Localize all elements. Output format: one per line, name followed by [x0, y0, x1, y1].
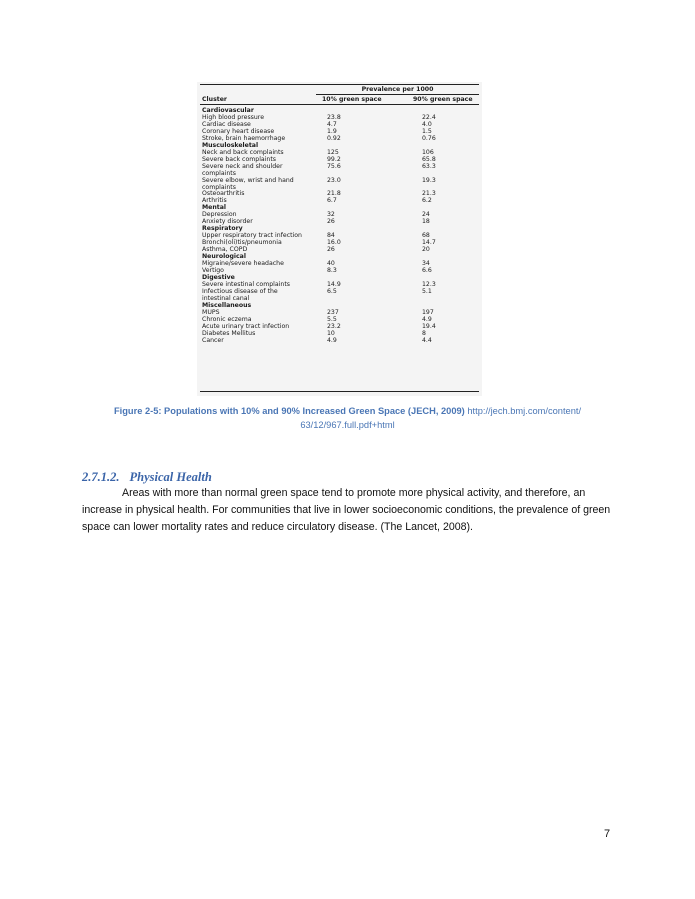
section-heading: [82, 470, 212, 485]
table-cluster-row: [197, 225, 482, 232]
figure-source-link[interactable]: http://jech.bmj.com/content/: [467, 406, 582, 416]
value-10pct: 5.5: [327, 315, 337, 323]
value-90pct: 4.4: [422, 336, 432, 344]
column-header-10pct: 10% green space: [322, 96, 382, 103]
value-90pct: 63.3: [422, 163, 436, 170]
value-10pct: 8.3: [327, 267, 337, 275]
condition-label: Diabetes Mellitus: [202, 329, 256, 337]
value-10pct: 1.9: [327, 128, 337, 135]
table-row: [197, 128, 482, 135]
value-10pct: 4.9: [327, 336, 337, 344]
table-cluster-row: [197, 274, 482, 281]
table-row: [197, 288, 482, 302]
table-row: [197, 197, 482, 204]
value-90pct: 0.76: [422, 135, 436, 142]
cluster-label: Neurological: [202, 253, 246, 261]
value-90pct: 6.6: [422, 267, 432, 275]
table-row: [197, 156, 482, 163]
prevalence-table-image: [197, 82, 482, 396]
table-row: [197, 190, 482, 197]
prevalence-header: Prevalence per 1000: [361, 86, 434, 93]
value-90pct: 197: [422, 308, 434, 316]
figure-caption: [82, 404, 613, 432]
page-number: 7: [604, 828, 611, 840]
table-row: [197, 114, 482, 121]
section-paragraph: Areas with more than normal green space tend to promote more physical activity, and therefore, an increase in physical health. For communities that live in lower socioeconomic conditions, the prevalence of green space can lower mortality rates and reduce circulatory disease. (The Lancet, 2008).: [82, 487, 611, 533]
table-header-rule: [200, 104, 479, 105]
section-title: Physical Health: [129, 470, 212, 484]
table-row: [197, 218, 482, 225]
condition-label: Coronary heart disease: [202, 128, 275, 135]
value-90pct: 22.4: [422, 114, 436, 121]
table-cluster-row: [197, 204, 482, 211]
cluster-label: Digestive: [202, 274, 235, 282]
value-90pct: 6.2: [422, 197, 432, 205]
condition-label: Severe back complaints: [202, 156, 276, 163]
table-row: [197, 232, 482, 239]
condition-label: Infectious disease of the intestinal canal: [202, 288, 278, 303]
condition-label: Arthritis: [202, 197, 227, 205]
value-90pct: 68: [422, 232, 430, 240]
condition-label: Depression: [202, 211, 237, 219]
table-row: [197, 211, 482, 218]
table-cluster-row: [197, 253, 482, 260]
value-90pct: 24: [422, 211, 430, 219]
cluster-label: Musculoskeletal: [202, 142, 259, 149]
condition-label: MUPS: [202, 308, 220, 316]
table-bottom-rule: [200, 391, 479, 392]
table-row: [197, 163, 482, 177]
condition-label: Stroke, brain haemorrhage: [202, 135, 286, 142]
cluster-label: Mental: [202, 204, 227, 212]
condition-label: Cardiac disease: [202, 121, 251, 128]
table-row: [197, 281, 482, 288]
value-10pct: 4.7: [327, 121, 337, 128]
table-cluster-row: [197, 107, 482, 114]
value-10pct: 0.92: [327, 135, 341, 142]
value-90pct: 18: [422, 218, 430, 226]
value-10pct: 23.0: [327, 176, 341, 184]
column-header-cluster: Cluster: [202, 96, 227, 103]
condition-label: Bronchi(oli)tis/pneumonia: [202, 239, 282, 247]
value-90pct: 20: [422, 246, 430, 254]
condition-label: Severe elbow, wrist and hand complaints: [202, 176, 294, 191]
value-90pct: 106: [422, 149, 434, 156]
table-row: [197, 260, 482, 267]
value-90pct: 21.3: [422, 190, 436, 198]
value-10pct: 23.8: [327, 114, 341, 121]
condition-label: Neck and back complaints: [202, 149, 284, 156]
value-90pct: 8: [422, 329, 426, 337]
table-row: [197, 135, 482, 142]
value-10pct: 6.5: [327, 288, 337, 296]
column-header-90pct: 90% green space: [413, 96, 473, 103]
condition-label: Osteoarthritis: [202, 190, 245, 198]
table-top-rule: [200, 84, 479, 85]
cluster-label: Cardiovascular: [202, 107, 254, 114]
section-number: 2.7.1.2.: [82, 470, 120, 484]
figure-caption-title: Figure 2-5: Populations with 10% and 90% Increased Green Space (JECH, 2009): [113, 406, 465, 416]
condition-label: High blood pressure: [202, 114, 265, 121]
value-90pct: 19.4: [422, 322, 436, 330]
value-90pct: 4.0: [422, 121, 432, 128]
table-row: [197, 267, 482, 274]
value-90pct: 14.7: [422, 239, 436, 247]
cluster-label: Respiratory: [202, 225, 243, 233]
table-row: [197, 239, 482, 246]
table-row: [197, 323, 482, 330]
value-10pct: 125: [327, 149, 339, 156]
condition-label: Anxiety disorder: [202, 218, 253, 226]
value-10pct: 75.6: [327, 163, 341, 170]
condition-label: Severe neck and shoulder complaints: [202, 163, 283, 177]
figure-source-link-continued[interactable]: 63/12/967.full.pdf+html: [300, 420, 395, 430]
condition-label: Cancer: [202, 336, 224, 344]
value-10pct: 14.9: [327, 281, 341, 289]
value-10pct: 23.2: [327, 322, 341, 330]
table-row: [197, 309, 482, 316]
value-10pct: 99.2: [327, 156, 341, 163]
condition-label: Asthma, COPD: [202, 246, 248, 254]
value-10pct: 84: [327, 232, 335, 240]
value-90pct: 65.8: [422, 156, 436, 163]
condition-label: Vertigo: [202, 267, 224, 275]
value-10pct: 26: [327, 246, 335, 254]
value-90pct: 1.5: [422, 128, 432, 135]
value-10pct: 32: [327, 211, 335, 219]
value-10pct: 40: [327, 260, 335, 268]
condition-label: Upper respiratory tract infection: [202, 232, 302, 240]
cluster-label: Miscellaneous: [202, 301, 252, 309]
value-10pct: 237: [327, 308, 339, 316]
table-cluster-row: [197, 302, 482, 309]
condition-label: Acute urinary tract infection: [202, 322, 290, 330]
table-row: [197, 149, 482, 156]
table-row: [197, 330, 482, 337]
table-row: [197, 316, 482, 323]
condition-label: Severe intestinal complaints: [202, 281, 290, 289]
value-10pct: 21.8: [327, 190, 341, 198]
table-row: [197, 121, 482, 128]
value-90pct: 4.9: [422, 315, 432, 323]
condition-label: Chronic eczema: [202, 315, 252, 323]
value-90pct: 34: [422, 260, 430, 268]
value-10pct: 10: [327, 329, 335, 337]
value-90pct: 19.3: [422, 176, 436, 184]
table-row: [197, 177, 482, 191]
prevalence-header-rule: [316, 94, 479, 95]
value-10pct: 6.7: [327, 197, 337, 205]
value-90pct: 5.1: [422, 288, 432, 296]
value-90pct: 12.3: [422, 281, 436, 289]
value-10pct: 16.0: [327, 239, 341, 247]
table-cluster-row: [197, 142, 482, 149]
condition-label: Migraine/severe headache: [202, 260, 284, 268]
table-row: [197, 246, 482, 253]
value-10pct: 26: [327, 218, 335, 226]
table-row: [197, 337, 482, 344]
